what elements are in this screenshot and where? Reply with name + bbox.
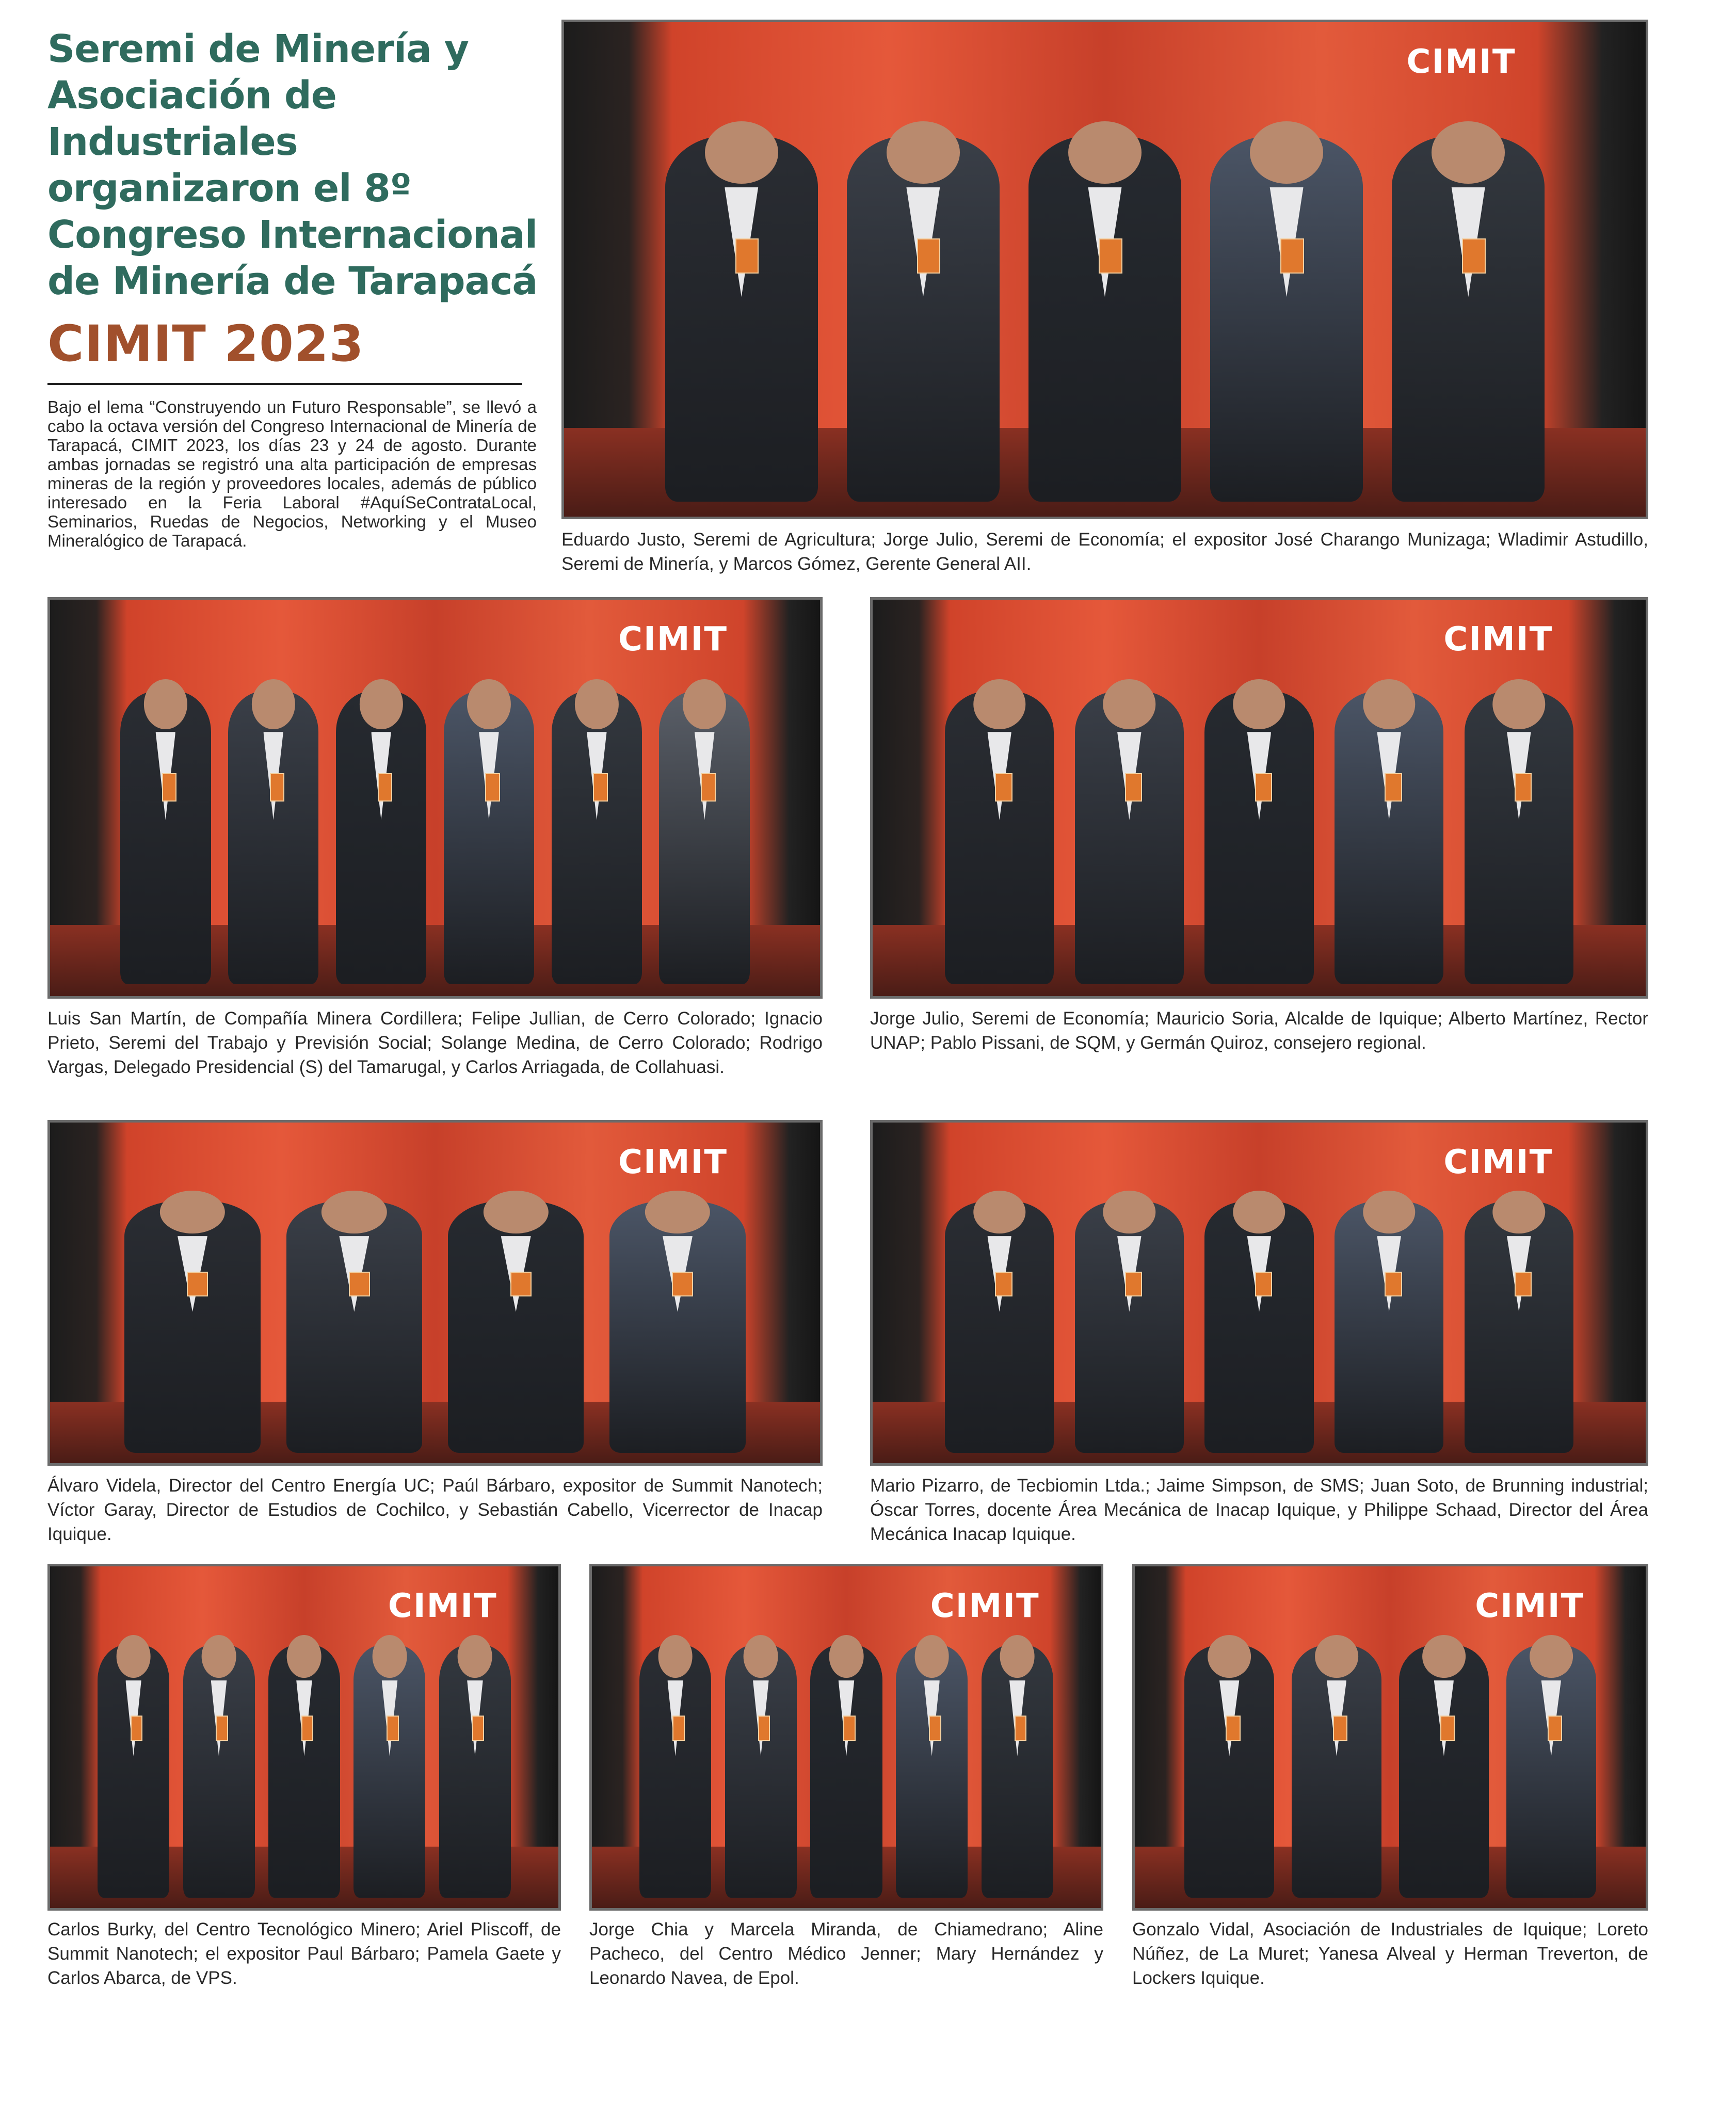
name-badge [216,1716,228,1740]
name-badge [270,773,285,802]
person-figure [847,136,1000,502]
name-badge [387,1716,398,1740]
caption-5: Mario Pizarro, de Tecbiomin Ltda.; Jaime Simpson, de SMS; Juan Soto, de Brunning industrial; Óscar Torres, docente Área Mecánica de Inacap Iquique, y Philippe Schaad, Director del Área Mecánica Inacap Iquique. [870,1476,1648,1544]
person-head [1103,679,1155,729]
caption-8: Gonzalo Vidal, Asociación de Industriales de Iquique; Loreto Núñez, de La Muret; Yanesa Alveal y Herman Treverton, de Lockers Iquique. [1132,1919,1648,1988]
person-figure [896,1645,968,1898]
group-photo-8 [1132,1564,1648,1911]
person-head [252,679,295,729]
person-head [202,1635,236,1678]
person-figure [1335,691,1443,984]
name-badge [1548,1716,1562,1740]
group-photo-1 [561,20,1648,519]
person-head [683,679,726,729]
cimit-logo: CIMIT [618,620,728,659]
group-photo-7 [589,1564,1103,1911]
name-badge [472,1716,484,1740]
person-head [705,121,778,184]
person-figure [1210,136,1363,502]
name-badge [593,773,608,802]
person-figure [1465,1201,1573,1453]
person-figure [639,1645,711,1898]
name-badge [1515,1272,1532,1296]
name-badge [995,1272,1012,1296]
person-head [144,679,187,729]
person-figure [124,1201,260,1453]
person-head [1493,1191,1545,1233]
person-figure [1465,691,1573,984]
caption-7: Jorge Chia y Marcela Miranda, de Chiamedrano; Aline Pacheco, del Centro Médico Jenner; Mary Hernández y Leonardo Navea, de Epol. [589,1919,1103,1988]
person-figure [1204,691,1313,984]
name-badge [1099,238,1122,274]
name-badge [758,1716,770,1740]
group-photo-2 [47,597,823,999]
name-badge [929,1716,941,1740]
person-figure [1075,1201,1184,1453]
event-brand-title: CIMIT 2023 [47,315,364,373]
person-figure [98,1645,169,1898]
name-badge [1255,773,1273,802]
person-figure [1184,1645,1275,1898]
name-badge [995,773,1012,802]
person-head [1000,1635,1035,1678]
person-figure [268,1645,340,1898]
caption-1: Eduardo Justo, Seremi de Agricultura; Jorge Julio, Seremi de Economía; el expositor José Charango Munizaga; Wladimir Astudillo, Seremi de Minería, y Marcos Gómez, Gerente General AII. [561,530,1648,574]
name-badge [701,773,716,802]
person-head [1315,1635,1358,1678]
name-badge [917,238,940,274]
person-figure [945,1201,1054,1453]
person-head [373,1635,407,1678]
name-badge [1280,238,1304,274]
person-head [744,1635,778,1678]
name-badge [1226,1716,1240,1740]
person-head [1422,1635,1466,1678]
person-head [359,679,403,729]
person-head [1250,121,1323,184]
person-figure [1335,1201,1443,1453]
person-head [973,679,1025,729]
group-photo-3 [870,597,1648,999]
name-badge [349,1272,370,1296]
name-badge [1385,773,1402,802]
name-badge [1255,1272,1273,1296]
person-head [160,1191,225,1233]
name-badge [510,1272,532,1296]
name-badge [1125,1272,1143,1296]
cimit-logo: CIMIT [930,1587,1040,1625]
person-figure [609,1201,745,1453]
caption-4: Álvaro Videla, Director del Centro Energía UC; Paúl Bárbaro, expositor de Summit Nanotech; Víctor Garay, Director de Estudios de Cochilco, y Sebastián Cabello, Vicerrector de Inacap Iquique. [47,1476,823,1544]
person-head [467,679,510,729]
person-figure [286,1201,422,1453]
person-head [1103,1191,1155,1233]
person-head [322,1191,387,1233]
person-figure [353,1645,425,1898]
person-head [1233,1191,1285,1233]
name-badge [735,238,759,274]
person-head [1363,1191,1415,1233]
person-head [1530,1635,1573,1678]
name-badge [672,1716,684,1740]
name-badge [1333,1716,1347,1740]
person-figure [725,1645,797,1898]
person-figure [444,691,534,984]
person-figure [810,1645,882,1898]
name-badge [131,1716,142,1740]
name-badge [1015,1716,1026,1740]
person-figure [945,691,1054,984]
name-badge [187,1272,208,1296]
group-photo-6 [47,1564,561,1911]
name-badge [1515,773,1532,802]
person-head [1068,121,1142,184]
person-figure [336,691,426,984]
person-head [458,1635,492,1678]
name-badge [485,773,500,802]
person-figure [228,691,318,984]
person-head [575,679,618,729]
cimit-logo: CIMIT [388,1587,497,1625]
person-head [1363,679,1415,729]
person-figure [1392,136,1545,502]
person-figure [1399,1645,1489,1898]
person-head [1208,1635,1251,1678]
name-badge [843,1716,855,1740]
caption-2: Luis San Martín, de Compañía Minera Cordillera; Felipe Jullian, de Cerro Colorado; Ignacio Prieto, Seremi del Trabajo y Previsión Social; Solange Medina, de Cerro Colorado; Rodrigo Vargas, Delegado Presidencial (S) del Tamarugal, y Carlos Arriagada, de Collahuasi. [47,1008,823,1077]
name-badge [672,1272,693,1296]
person-head [973,1191,1025,1233]
person-head [1233,679,1285,729]
cimit-logo: CIMIT [1443,620,1553,659]
person-figure [982,1645,1053,1898]
group-photo-4 [47,1120,823,1466]
cimit-logo: CIMIT [1443,1143,1553,1181]
person-head [645,1191,710,1233]
cimit-logo: CIMIT [618,1143,728,1181]
person-head [658,1635,693,1678]
person-figure [183,1645,255,1898]
cimit-logo: CIMIT [1406,43,1516,81]
person-figure [1028,136,1181,502]
person-figure [665,136,818,502]
name-badge [378,773,393,802]
caption-6: Carlos Burky, del Centro Tecnológico Minero; Ariel Pliscoff, de Summit Nanotech; el expositor Paul Bárbaro; Pamela Gaete y Carlos Abarca, de VPS. [47,1919,561,1988]
person-head [1493,679,1545,729]
person-figure [659,691,749,984]
caption-3: Jorge Julio, Seremi de Economía; Mauricio Soria, Alcalde de Iquique; Alberto Martínez, Rector UNAP; Pablo Pissani, de SQM, y Germán Quiroz, consejero regional. [870,1008,1648,1053]
person-head [829,1635,864,1678]
intro-paragraph: Bajo el lema “Construyendo un Futuro Responsable”, se llevó a cabo la octava versión del Congreso Internacional de Minería de Tarapacá, CIMIT 2023, los días 23 y 24 de agosto. Durante ambas jornadas se registró una alta participación de empresas mineras de la región y proveedores locales, además de público interesado en la Feria Laboral #AquíSeContrataLocal, Seminarios, Ruedas de Negocios, Networking y el Museo Mineralógico de Tarapacá. [47,397,537,550]
person-figure [1506,1645,1597,1898]
person-head [914,1635,949,1678]
name-badge [1440,1716,1455,1740]
cimit-logo: CIMIT [1475,1587,1585,1625]
person-head [1432,121,1505,184]
group-photo-5 [870,1120,1648,1466]
person-figure [1075,691,1184,984]
person-figure [448,1201,584,1453]
person-figure [1204,1201,1313,1453]
person-head [483,1191,548,1233]
title-divider [47,383,522,385]
person-figure [552,691,642,984]
person-head [116,1635,151,1678]
name-badge [162,773,177,802]
name-badge [301,1716,313,1740]
person-figure [1292,1645,1382,1898]
person-head [287,1635,322,1678]
name-badge [1125,773,1143,802]
person-figure [120,691,211,984]
person-head [887,121,960,184]
person-figure [439,1645,511,1898]
name-badge [1385,1272,1402,1296]
headline: Seremi de Minería y Asociación de Industriales organizaron el 8º Congreso Internacional de Minería de Tarapacá [47,27,538,303]
name-badge [1462,238,1485,274]
